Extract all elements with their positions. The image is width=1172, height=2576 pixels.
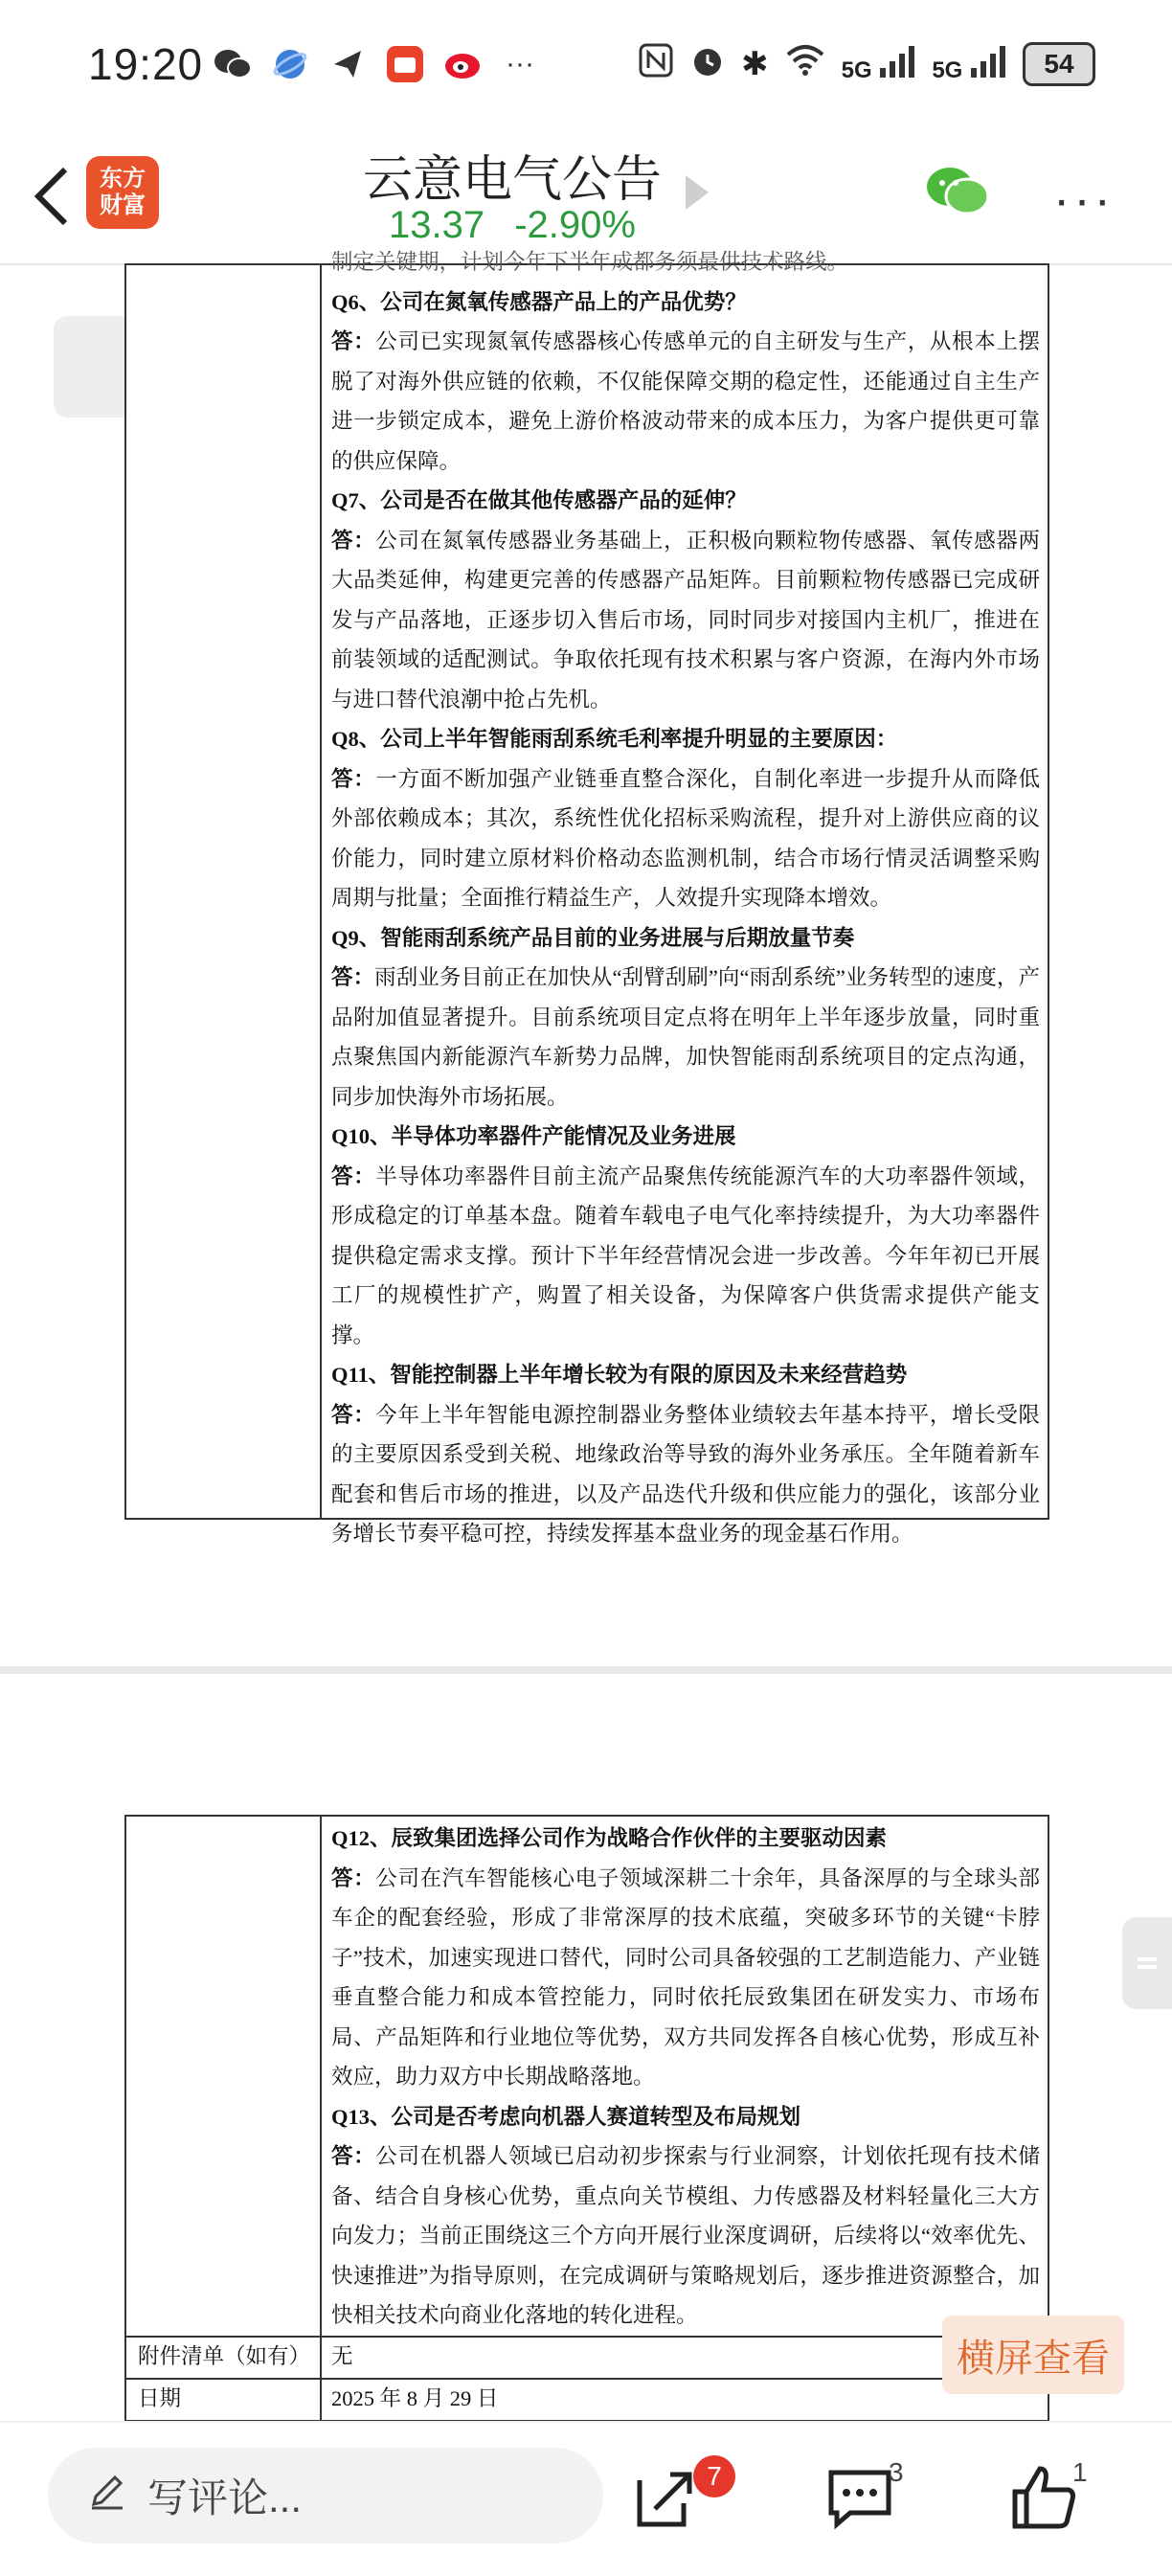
question: Q6、公司在氮氧传感器产品上的产品优势？ <box>331 289 747 314</box>
table-left-divider <box>320 2336 322 2420</box>
answer-label: 答： <box>331 528 376 553</box>
cutoff-line: 制定关键期，计划今年下半年成都务须最供技术路线。 <box>331 250 849 274</box>
answer-text: 雨刮业务目前正在加快从“刮臂刮刷”向“雨刮系统”业务转型的速度，产品附加值显著提升。目前系统项目定点将在明年上半年逐步放量，同时重点聚焦国内新能源汽车新势力品牌，加快智能雨刮系统项目的定点沟通，同步加快海外市场拓展。 <box>331 965 1040 1109</box>
share-icon <box>632 2463 701 2532</box>
more-options-button[interactable]: ··· <box>1053 172 1115 228</box>
answer-text: 一方面不断加强产业链垂直整合深化，自制化率进一步提升从而降低外部依赖成本；其次，系统性优化招标采购流程，提升对上游供应商的议价能力，同时建立原材料价格动态监测机制，结合市场行情灵活调整采购周期与批量；全面推行精益生产，人效提升实现降本增效。 <box>331 766 1040 910</box>
landscape-view-button[interactable]: 横屏查看 <box>942 2316 1124 2394</box>
answer <box>331 1157 1040 1356</box>
answer-text: 公司在机器人领域已启动初步探索与行业洞察，计划依托现有技术储备、结合自身核心优势，重点向关节模组、力传感器及材料轻量化三大方向发力；当前正围绕这三个方向开展行业深度调研，后续将以“效率优先、快速推进”为指导原则，在完成调研与策略规划后，逐步推进资源整合，加快相关技术向商业化落地的转化进程。 <box>331 2144 1040 2327</box>
qa-item <box>331 1819 1040 2097</box>
question: Q11、智能控制器上半年增长较为有限的原因及未来经营趋势 <box>331 1363 908 1387</box>
page-title: 云意电气公告 <box>362 152 662 208</box>
nfc-icon <box>638 42 674 86</box>
share-count-badge: 7 <box>693 2455 735 2497</box>
attachment-value: 无 <box>331 2344 353 2368</box>
answer <box>331 958 1040 1117</box>
qa-item <box>331 2097 1040 2336</box>
signal-5g-icon-2: 5G <box>932 45 1007 84</box>
answer-label: 答： <box>331 2144 376 2168</box>
answer <box>331 521 1040 720</box>
comments-button[interactable] <box>825 2463 894 2532</box>
answer <box>331 1859 1040 2097</box>
qa-item <box>331 282 1040 482</box>
browser-notification-icon <box>270 44 310 84</box>
bottom-action-bar <box>0 2421 1172 2576</box>
shop-app-notification-icon <box>385 44 425 84</box>
weibo-notification-icon <box>442 44 483 84</box>
table-left-column <box>126 265 322 1518</box>
answer <box>331 759 1040 918</box>
answer-text: 公司在氮氧传感器业务基础上，正积极向颗粒物传感器、氧传感器两大品类延伸，构建更完善的传感器产品矩阵。目前颗粒物传感器已完成研发与产品落地，正逐步切入售后市场，同时同步对接国内主机厂，推进在前装领域的适配测试。争取依托现有技术积累与客户资源，在海内外市场与进口替代浪潮中抢占先机。 <box>331 528 1040 712</box>
table-left-column <box>126 1817 322 2420</box>
qa-item <box>331 918 1040 1118</box>
stock-quote <box>0 204 1025 247</box>
answer-text: 公司在汽车智能核心电子领域深耕二十余年，具备深厚的与全球头部车企的配套经验，形成了非常深厚的技术底蕴，突破多环节的关键“卡脖子”技术，加速实现进口替代，同时公司具备较强的工艺制造能力、产业链垂直整合能力和成本管控能力，同时依托辰致集团在研发实力、市场布局、产品矩阵和行业地位等优势，双方共同发挥各自核心优势，形成互补效应，助力双方中长期战略落地。 <box>331 1865 1040 2089</box>
bluetooth-icon: ✱ <box>741 46 769 82</box>
more-notifications-icon: ··· <box>506 48 534 79</box>
answer-label: 答： <box>331 965 375 989</box>
qa-item <box>331 481 1040 719</box>
notification-icons <box>213 44 540 84</box>
question: Q8、公司上半年智能雨刮系统毛利率提升明显的主要原因： <box>331 727 898 751</box>
answer <box>331 1395 1040 1554</box>
answer-label: 答： <box>331 1865 376 1890</box>
answer-text: 半导体功率器件目前主流产品聚焦传统能源汽车的大功率器件领域，形成稳定的订单基本盘。随着车载电子电气化率持续提升，为大功率器件提供稳定需求支撑。预计下半年经营情况会进一步改善。今年年初已开展工厂的规模性扩产，购置了相关设备，为保障客户供货需求提供产能支撑。 <box>331 1164 1040 1347</box>
question: Q13、公司是否考虑向机器人赛道转型及布局规划 <box>331 2104 801 2129</box>
wifi-icon <box>784 43 826 85</box>
question: Q12、辰致集团选择公司作为战略合作伙伴的主要驱动因素 <box>331 1826 888 1850</box>
answer-label: 答： <box>331 1402 376 1427</box>
pencil-icon <box>88 2472 126 2520</box>
status-bar <box>0 0 1172 139</box>
qa-item <box>331 719 1040 918</box>
answer <box>331 322 1040 481</box>
date-value: 2025 年 8 月 29 日 <box>331 2386 499 2410</box>
stock-price: 13.37 <box>389 204 485 246</box>
comment-input[interactable] <box>48 2448 603 2543</box>
document-table-page-3 <box>124 250 1049 1546</box>
wechat-share-icon[interactable] <box>923 162 992 219</box>
date-label: 日期 <box>138 2386 182 2410</box>
page-separator <box>0 1666 1172 1674</box>
attachment-label: 附件清单（如有） <box>138 2344 311 2368</box>
alarm-icon <box>689 42 726 86</box>
answer-label: 答： <box>331 329 376 353</box>
comment-count: 3 <box>889 2457 904 2487</box>
question: Q9、智能雨刮系统产品目前的业务进展与后期放量节奏 <box>331 925 855 950</box>
answer-text: 公司已实现氮氧传感器核心传感单元的自主研发与生产，从根本上摆脱了对海外供应链的依赖，不仅能保障交期的稳定性，还能通过自主生产进一步锁定成本，避免上游价格波动带来的成本压力，为客户提供更可靠的供应保障。 <box>331 329 1040 473</box>
status-time: 19:20 <box>88 39 204 89</box>
battery-indicator: 54 <box>1023 42 1095 86</box>
send-notification-icon <box>327 44 368 84</box>
answer-label: 答： <box>331 766 376 791</box>
comment-bubble-icon <box>825 2463 894 2532</box>
qa-item <box>331 1117 1040 1355</box>
share-button[interactable] <box>632 2463 701 2532</box>
like-count: 1 <box>1072 2457 1088 2487</box>
question: Q7、公司是否在做其他传感器产品的延伸？ <box>331 488 747 512</box>
answer <box>331 2136 1040 2336</box>
answer-label: 答： <box>331 1164 376 1188</box>
comment-placeholder: 写评论... <box>147 2475 303 2520</box>
logo-line-1: 东方 <box>100 166 146 192</box>
signal-5g-icon: 5G <box>842 45 917 84</box>
like-button[interactable] <box>1009 2463 1078 2532</box>
system-icons <box>638 42 1095 86</box>
qa-content <box>322 1819 1048 2336</box>
expand-arrow-icon[interactable] <box>686 175 709 210</box>
logo-line-2: 财富 <box>100 192 146 218</box>
document-table-page-4 <box>124 1815 1049 2422</box>
side-drawer-handle[interactable] <box>1122 1917 1172 2009</box>
answer-text: 今年上半年智能电源控制器业务整体业绩较去年基本持平，增长受限的主要原因系受到关税、地缘政治等导致的海外业务承压。全年随着新车配套和售后市场的推进，以及产品迭代升级和供应能力的强化，该部分业务增长节奏平稳可控，持续发挥基本盘业务的现金基石作用。 <box>331 1402 1040 1546</box>
thumbs-up-icon <box>1009 2463 1078 2532</box>
stock-change: -2.90% <box>514 204 636 246</box>
question: Q10、半导体功率器件产能情况及业务进展 <box>331 1124 736 1148</box>
qa-item <box>331 1355 1040 1554</box>
qa-content <box>322 242 1048 1554</box>
wechat-notification-icon <box>213 44 253 84</box>
